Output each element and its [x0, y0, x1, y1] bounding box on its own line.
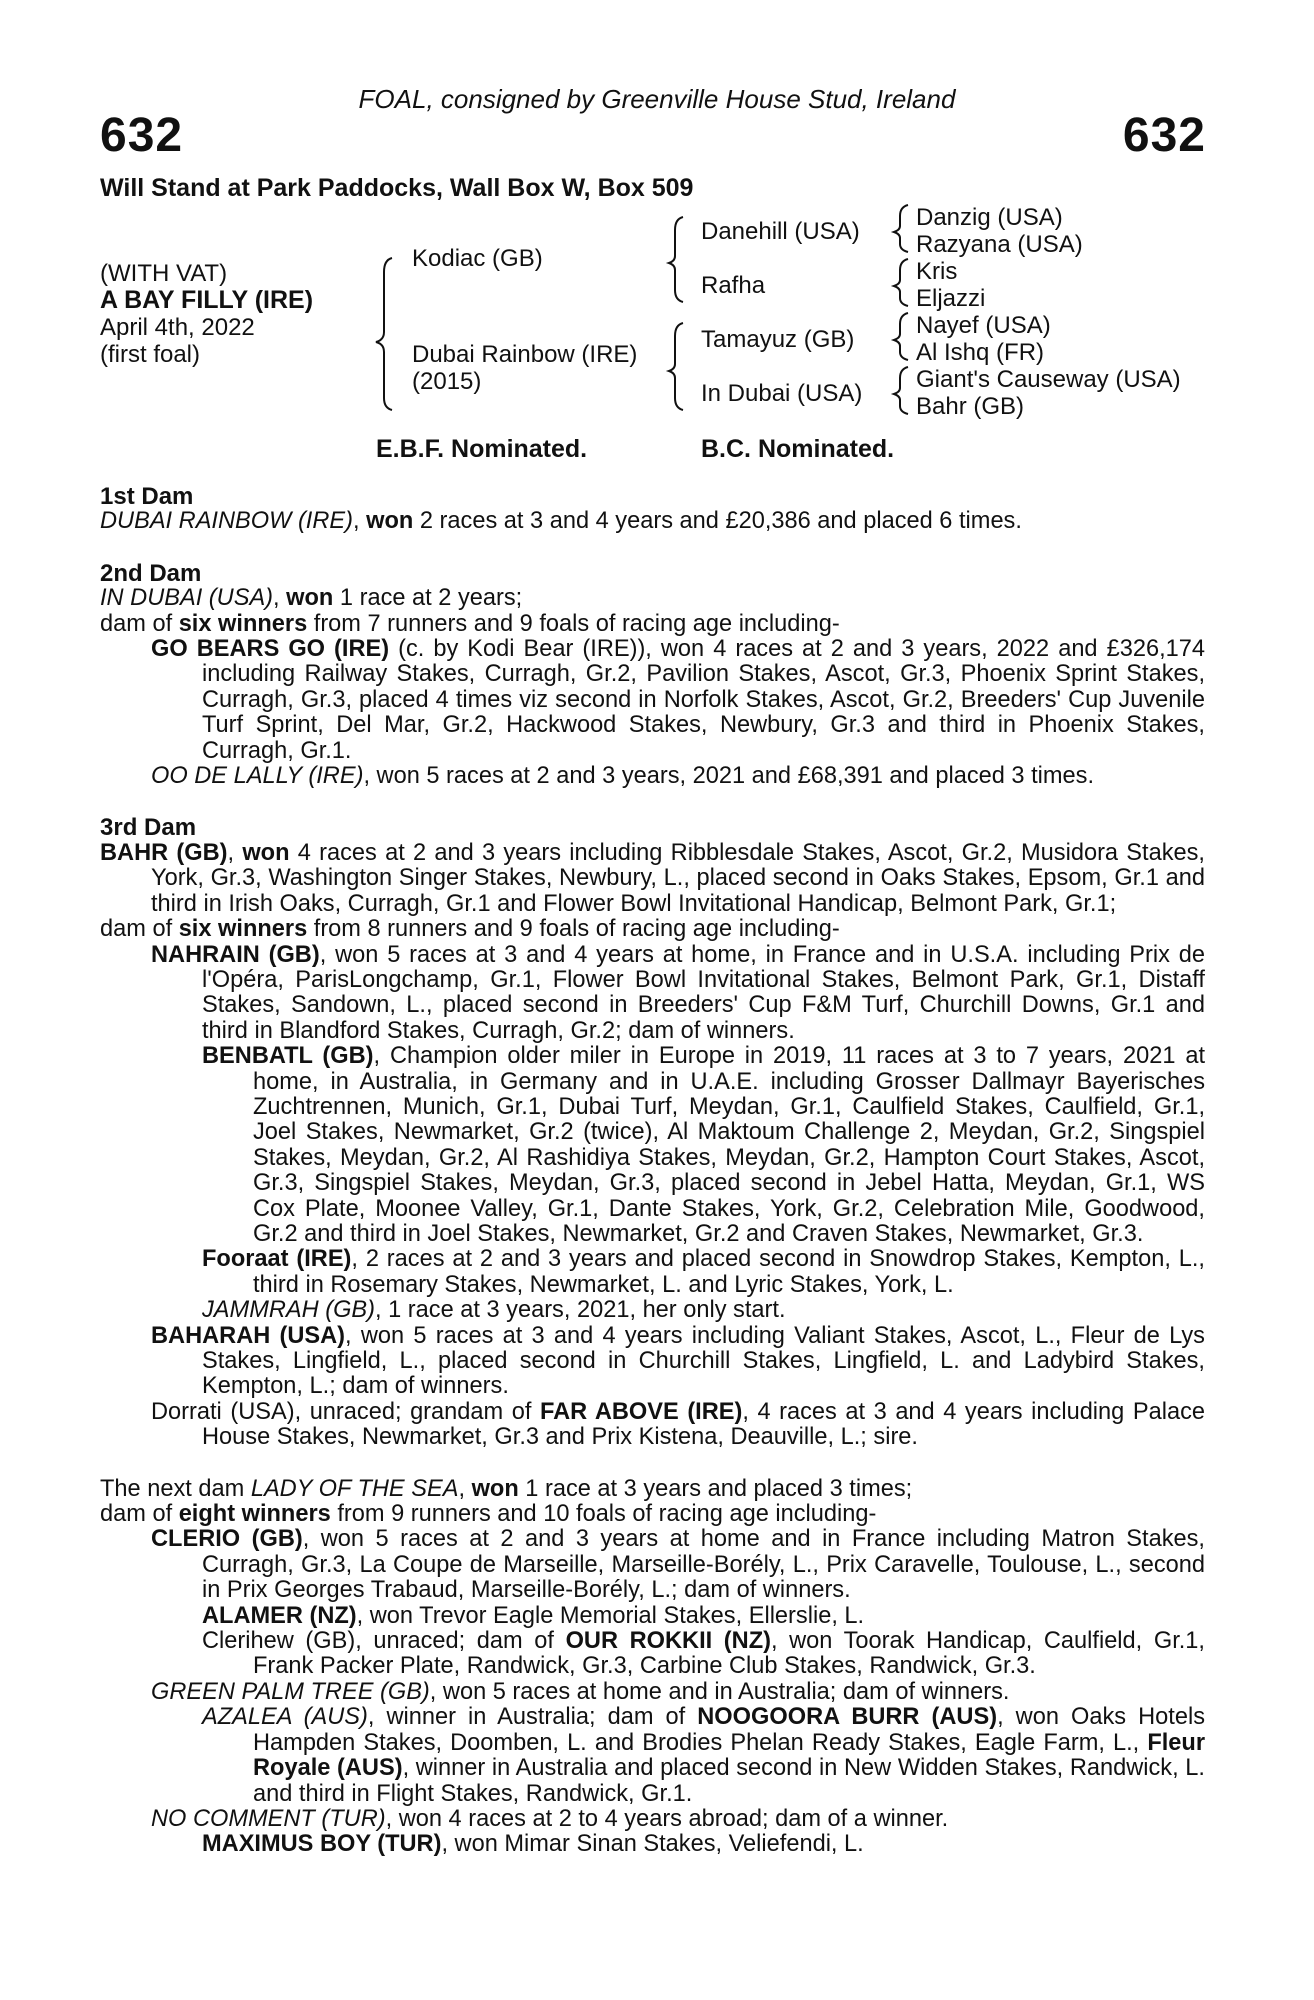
horse-record: Champion older miler in Europe in 2019, 11 races at 3 to 7 years, 2021 at home, in Australia, in Germany and in U.A.E. including Grosser Dallmayr Bayerisches Zuchtrennen, Munich, Gr.1, Dubai Turf, Meydan, Gr.1, Caulfield Stakes, Caulfield, Gr.1, Joel Stakes, Newmarket, Gr.2 (twice), Al Maktoum Challenge 2, Meydan, Gr.2, Singspiel Stakes, Meydan, Gr.2, Al Rashidiya Stakes, Meydan, Gr.2, Hampton Court Stakes, Ascot, Gr.3, Singspiel Stakes, Meydan, Gr.3, placed second in Jebel Hatta, Meydan, Gr.1, WS Cox Plate, Moonee Valley, Gr.1, Dante Stakes, York, Gr.2, Celebration Mile, Goodwood, Gr.2 and third in Joel Stakes, Newmarket, Gr.2 and Craven Stakes, Newmarket, Gr.3. [253, 1043, 1205, 1247]
horse-record: , won 5 races at 2 and 3 years, 2021 and £68,391 and placed 3 times. [363, 763, 1095, 790]
gen3-ancestor-7: Giant's Causeway (USA) [916, 366, 1181, 393]
horse-record: won 5 races at 3 and 4 years at home, in France and in U.S.A. including Prix de l'Opéra, ParisLongchamp, Gr.1, Flower Bowl Invitational Stakes, Belmont Park, Gr.1, Distaff Stakes, Sandown, L., placed second in Breeders' Cup F&M Turf, Churchill Downs, Gr.1 and third in Blandford Stakes, Curragh, Gr.2; dam of winners. [202, 941, 1205, 1044]
horse-record: won 5 races at 2 and 3 years at home and in France including Matron Stakes, Curragh, Gr.3, La Coupe de Marseille, Marseille-Borély, L., Prix Caravelle, Toulouse, L., second in Prix Georges Trabaud, Marseille-Borély, L.; dam of winners. [202, 1526, 1205, 1604]
gen3-ancestor-3: Kris [916, 258, 958, 285]
horse-name: NO COMMENT (TUR) [151, 1805, 386, 1832]
sire-sire-name: Danehill (USA) [701, 218, 860, 245]
progeny-entry: BENBATL (GB), Champion older miler in Europe in 2019, 11 races at 3 to 7 years, 2021 at home, in Australia, in Germany and in U.A.E. including Grosser Dallmayr Bayerisches Zuchtrennen, Munich, Gr.1, Dubai Turf, Meydan, Gr.1, Caulfield Stakes, Caulfield, Gr.1, Joel Stakes, Newmarket, Gr.2 (twice), Al Maktoum Challenge 2, Meydan, Gr.2, Singspiel Stakes, Meydan, Gr.2, Al Rashidiya Stakes, Meydan, Gr.2, Hampton Court Stakes, Ascot, Gr.3, Singspiel Stakes, Meydan, Gr.3, placed second in Jebel Hatta, Meydan, Gr.1, WS Cox Plate, Moonee Valley, Gr.1, Dante Stakes, York, Gr.2, Celebration Mile, Goodwood, Gr.2 and third in Joel Stakes, Newmarket, Gr.2 and Craven Stakes, Newmarket, Gr.3. [202, 1043, 1205, 1247]
second-dam-name: IN DUBAI (USA) [100, 585, 274, 612]
horse-record: 2 races at 2 and 3 years and placed second in Snowdrop Stakes, Kempton, L., third in Rosemary Stakes, Newmarket, L. and Lyric Stakes, York, L. [253, 1246, 1205, 1298]
horse-name: ALAMER (NZ) [202, 1602, 357, 1629]
foal-note: (first foal) [100, 341, 201, 368]
dam-sire-name: Tamayuz (GB) [701, 326, 855, 353]
horse-record: , won Mimar Sinan Stakes, Veliefendi, L. [441, 1831, 864, 1858]
progeny-entry: Fooraat (IRE), 2 races at 2 and 3 years and placed second in Snowdrop Stakes, Kempton, L., third in Rosemary Stakes, Newmarket, L. and Lyric Stakes, York, L. [202, 1246, 1205, 1298]
horse-name: MAXIMUS BOY (TUR) [202, 1831, 442, 1858]
stand-location: Will Stand at Park Paddocks, Wall Box W, Box 509 [100, 174, 694, 202]
horse-record: , won Toorak Handicap, Caulfield, Gr.1, Frank Packer Plate, Randwick, Gr.3, Carbine Club Stakes, Randwick, Gr.3. [253, 1628, 1205, 1680]
progeny-entry [100, 1832, 1205, 1857]
third-dam-name: BAHR (GB) [100, 839, 228, 866]
first-dam-name: DUBAI RAINBOW (IRE) [100, 508, 353, 535]
progeny-entry: BAHARAH (USA), won 5 races at 3 and 4 years including Valiant Stakes, Ascot, L., Fleur de Lys Stakes, Lingfield, L., placed second in Churchill Stakes, Lingfield, L. and Ladybird Stakes, Kempton, L.; dam of winners. [151, 1322, 1205, 1400]
horse-name: OO DE LALLY (IRE) [151, 763, 364, 790]
dam-year: (2015) [412, 368, 482, 395]
lot-number-left: 632 [100, 109, 184, 162]
horse-name: NAHRAIN (GB) [151, 941, 320, 968]
second-dam-record: 1 race at 2 years; [333, 585, 523, 612]
horse-name: NOOGOORA BURR (AUS) [697, 1704, 998, 1731]
third-dam-record: 4 races at 2 and 3 years including Ribblesdale Stakes, Ascot, Gr.2, Musidora Stakes, York, Gr.3, Washington Singer Stakes, Newbury, L., placed second in Oaks Stakes, Epsom, Gr.1 and third in Irish Oaks, Curragh, Gr.1 and Flower Bowl Invitational Handicap, Belmont Park, Gr.1; [151, 839, 1205, 917]
horse-name: Fooraat (IRE) [202, 1246, 352, 1273]
winners-count: eight winners [178, 1501, 331, 1528]
first-dam-won: won [366, 508, 414, 535]
second-dam-paragraph: IN DUBAI (USA), won 1 race at 2 years; [100, 585, 523, 612]
progeny-entry [100, 1705, 1205, 1807]
progeny-entry: CLERIO (GB), won 5 races at 2 and 3 years at home and in France including Matron Stakes, Curragh, Gr.3, La Coupe de Marseille, Marseille-Borély, L., Prix Caravelle, Toulouse, L., second in Prix Georges Trabaud, Marseille-Borély, L.; dam of winners. [151, 1526, 1205, 1604]
first-dam-paragraph: DUBAI RAINBOW (IRE), won 2 races at 3 and 4 years and £20,386 and placed 6 times. [100, 508, 1022, 535]
progeny-entry [100, 1680, 1205, 1705]
dam-name: Dubai Rainbow (IRE) [412, 341, 638, 368]
third-dam-produce-line [100, 917, 1205, 942]
horse-record: , won Oaks Hotels Hampden Stakes, Doomben, L. and Brodies Phelan Ready Stakes, Eagle Farm, L., [253, 1704, 1206, 1756]
progeny-entry [100, 637, 1205, 764]
horse-name: GREEN PALM TREE (GB) [151, 1678, 430, 1705]
horse-record: , 4 races at 3 and 4 years including Palace House Stakes, Newmarket, Gr.3 and Prix Kistena, Deauville, L.; sire. [202, 1398, 1205, 1451]
gen3-ancestor-1: Danzig (USA) [916, 204, 1063, 231]
winners-count: six winners [178, 610, 308, 637]
catalogue-body [100, 484, 1205, 1858]
horse-name: CLERIO (GB) [151, 1526, 303, 1553]
horse-record: , won Trevor Eagle Memorial Stakes, Ellerslie, L. [356, 1602, 865, 1629]
gen3-ancestor-4: Eljazzi [916, 285, 986, 312]
horse-record: , winner in Australia; dam of [367, 1704, 698, 1731]
horse-name: FAR ABOVE (IRE) [539, 1398, 743, 1425]
runners-summary: from 9 runners and 10 foals of racing age including- [330, 1501, 877, 1528]
next-dam-paragraph: The next dam LADY OF THE SEA, won 1 race at 3 years and placed 3 times; [100, 1475, 913, 1502]
runners-summary: from 7 runners and 9 foals of racing age including- [307, 610, 840, 637]
gen3-ancestor-6: Al Ishq (FR) [916, 339, 1045, 366]
horse-record: Clerihew (GB), unraced; dam of [202, 1628, 566, 1655]
horse-name: OUR ROKKII (NZ) [565, 1628, 771, 1655]
sire-dam-name: Rafha [701, 272, 766, 299]
progeny-entry [100, 1807, 1205, 1832]
horse-record: Dorrati (USA), unraced; grandam of [151, 1398, 540, 1425]
horse-record: , winner in Australia and placed second in New Widden Stakes, Randwick, L. and third in Flight Stakes, Randwick, Gr.1. [253, 1755, 1205, 1807]
dam-of-label: dam of [100, 916, 179, 943]
second-dam-won: won [286, 585, 334, 612]
winners-count: six winners [178, 916, 308, 943]
second-dam-produce-line [100, 612, 1205, 637]
next-dam-intro: The next dam [100, 1475, 251, 1502]
horse-name: BENBATL (GB) [202, 1043, 374, 1070]
horse-record: won 5 races at 3 and 4 years including Valiant Stakes, Ascot, L., Fleur de Lys Stakes, Lingfield, L., placed second in Churchill Stakes, Lingfield, L. and Ladybird Stakes, Kempton, L.; dam of winners. [202, 1322, 1205, 1400]
next-dam-name: LADY OF THE SEA [250, 1475, 459, 1502]
horse-name: BAHARAH (USA) [151, 1322, 346, 1349]
horse-record: (c. by Kodi Bear (IRE)), won 4 races at 2 and 3 years, 2022 and £326,174 including Railway Stakes, Curragh, Gr.2, Pavilion Stakes, Ascot, Gr.3, Phoenix Sprint Stakes, Curragh, Gr.3, placed 4 times viz second in Norfolk Stakes, Ascot, Gr.2, Breeders' Cup Juvenile Turf Sprint, Del Mar, Gr.2, Hackwood Stakes, Newbury, Gr.3 and third in Phoenix Stakes, Curragh, Gr.1. [202, 636, 1205, 764]
second-dam-heading: 2nd Dam [100, 559, 202, 587]
dam-of-label: dam of [100, 610, 179, 637]
runners-summary: from 8 runners and 9 foals of racing age including- [307, 916, 840, 943]
third-dam-heading: 3rd Dam [100, 814, 197, 842]
gen3-ancestor-8: Bahr (GB) [916, 393, 1025, 420]
horse-name: AZALEA (AUS) [202, 1704, 368, 1731]
next-dam-produce-line [100, 1502, 1205, 1527]
gen3-ancestor-2: Razyana (USA) [916, 231, 1083, 258]
sire-name: Kodiac (GB) [412, 245, 543, 272]
bc-nomination: B.C. Nominated. [701, 435, 895, 463]
first-dam-record: 2 races at 3 and 4 years and £20,386 and placed 6 times. [413, 508, 1022, 535]
horse-record: , won 5 races at home and in Australia; dam of winners. [429, 1678, 1010, 1705]
progeny-entry [100, 1400, 1205, 1451]
horse-record: , 1 race at 3 years, 2021, her only start. [375, 1297, 786, 1324]
third-dam-won: won [242, 839, 290, 866]
horse-record: , won 4 races at 2 to 4 years abroad; dam of a winner. [385, 1805, 949, 1832]
vat-note: (WITH VAT) [100, 260, 228, 287]
next-dam-record: 1 race at 3 years and placed 3 times; [518, 1475, 913, 1502]
progeny-entry [100, 1629, 1205, 1680]
progeny-entry [100, 1604, 1205, 1629]
next-dam-won: won [471, 1475, 519, 1502]
horse-name: Fleur Royale (AUS) [253, 1729, 1205, 1782]
ebf-nomination: E.B.F. Nominated. [376, 435, 588, 463]
progeny-entry [100, 764, 1205, 789]
first-dam-heading: 1st Dam [100, 483, 194, 510]
lot-title: A BAY FILLY (IRE) [100, 286, 314, 314]
horse-name: GO BEARS GO (IRE) [151, 636, 390, 663]
third-dam-paragraph: BAHR (GB), won 4 races at 2 and 3 years including Ribblesdale Stakes, Ascot, Gr.2, Musidora Stakes, York, Gr.3, Washington Singer Stakes, Newbury, L., placed second in Oaks Stakes, Epsom, Gr.1 and third in Irish Oaks, Curragh, Gr.1 and Flower Bowl Invitational Handicap, Belmont Park, Gr.1; [100, 839, 1205, 917]
gen3-ancestor-5: Nayef (USA) [916, 312, 1051, 339]
dam-of-label: dam of [100, 1501, 179, 1528]
consignor-line: FOAL, consigned by Greenville House Stud, Ireland [358, 84, 956, 114]
birth-date: April 4th, 2022 [100, 314, 255, 341]
lot-number-right: 632 [1122, 109, 1206, 162]
horse-name: JAMMRAH (GB) [202, 1297, 376, 1324]
progeny-entry [100, 1298, 1205, 1323]
progeny-entry: NAHRAIN (GB), won 5 races at 3 and 4 years at home, in France and in U.S.A. including Prix de l'Opéra, ParisLongchamp, Gr.1, Flower Bowl Invitational Stakes, Belmont Park, Gr.1, Distaff Stakes, Sandown, L., placed second in Breeders' Cup F&M Turf, Churchill Downs, Gr.1 and third in Blandford Stakes, Curragh, Gr.2; dam of winners. [151, 941, 1205, 1044]
dam-dam-name: In Dubai (USA) [701, 380, 863, 407]
